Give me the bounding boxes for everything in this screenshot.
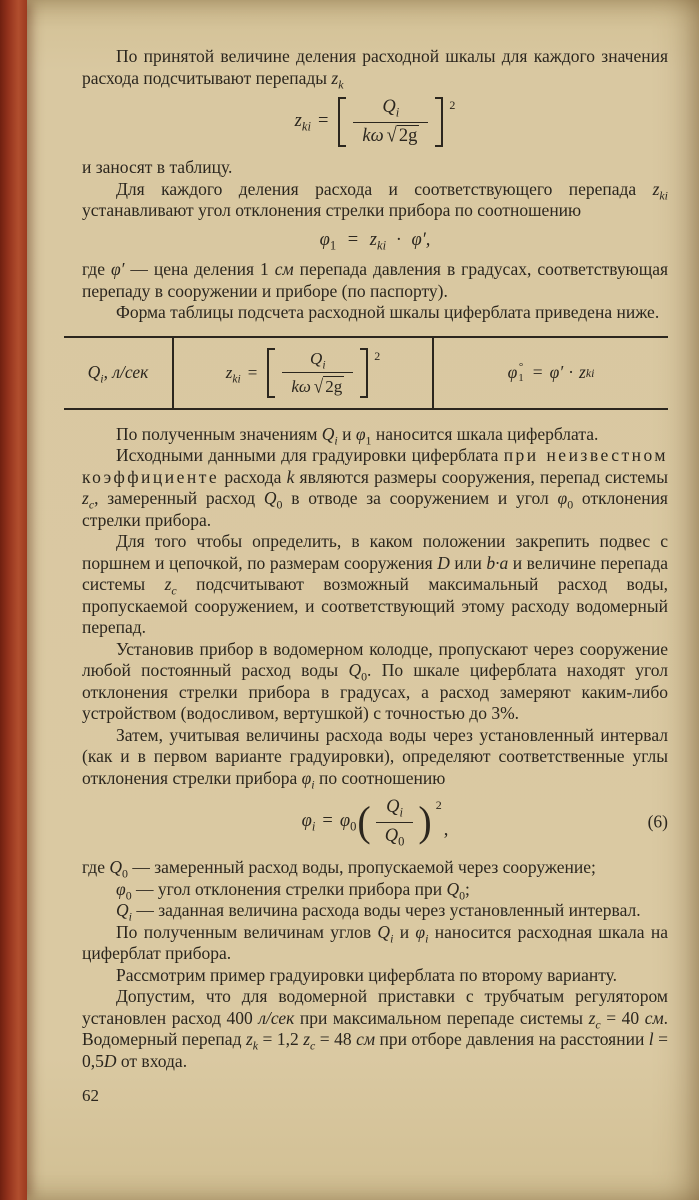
- fraction: [282, 348, 353, 398]
- sub-ki: ki: [377, 238, 387, 253]
- multiplication-dot: ·: [568, 361, 574, 382]
- denominator: $Q_0$: [384, 825, 405, 849]
- formula-6: [82, 797, 668, 847]
- right-square-bracket: [360, 348, 368, 398]
- denominator: kω √ 2g: [291, 375, 343, 398]
- var-z: $z_{ki}$: [225, 362, 241, 386]
- left-square-bracket: [267, 348, 275, 398]
- paragraph-1: По принятой величине деления расходной шкалы для каждого значения расхода подсчитывают перепады $z_k$: [82, 46, 668, 91]
- equals-sign: =: [322, 811, 333, 832]
- paragraph-10: Затем, учитывая величины расхода воды через установленный интервал (как и в первом варианте градуировки), определяют соответственные углы отклонения стрелки прибора $\varphi_i$ по соотношению: [82, 724, 668, 791]
- comma: ,: [443, 819, 449, 840]
- col1-label: $Q_i$, л/сек: [87, 361, 149, 386]
- paragraph-13: Рассмотрим пример градуировки циферблата по второму варианту.: [116, 964, 618, 985]
- exponent: 2: [374, 348, 381, 363]
- var-z: $z_{ki}$: [294, 111, 311, 134]
- exponent: 2: [435, 798, 442, 812]
- equals-sign: =: [347, 229, 359, 250]
- var-phi: φ: [319, 229, 330, 250]
- var-phi-prime: φ′: [549, 361, 564, 382]
- page-content: [82, 46, 668, 1072]
- paragraph-6: По полученным значениям $Q_i$ и $\varphi_1$ наносится шкала циферблата.: [116, 423, 599, 447]
- paragraph-4: где φ′ — цена деления 1 см перепада давления в градусах, соответствующая перепаду в сооружении и приборе (по паспорту).: [82, 259, 669, 301]
- equals-sign: =: [532, 361, 543, 382]
- radicand: 2g: [325, 377, 343, 396]
- equals-sign: =: [317, 111, 329, 132]
- var-phi-prime: φ′,: [411, 229, 431, 250]
- sqrt-sign: √: [386, 124, 397, 147]
- right-paren: ): [418, 797, 432, 846]
- fraction: [353, 97, 428, 147]
- numerator: $Q_i$: [282, 348, 353, 374]
- paragraph-5: Форма таблицы подсчета расходной шкалы циферблата приведена ниже.: [116, 302, 660, 322]
- paragraph-7: Исходными данными для градуировки циферблата при неизвестном коэффициенте расхода k являются размеры сооружения, перепад системы $z_c$, замеренный расход $Q_0$ в отводе за сооружением и угол $\varphi_0$ отклонения стрелки прибора.: [82, 445, 668, 530]
- sub-1: 1: [329, 238, 337, 253]
- equals-sign: =: [247, 362, 258, 382]
- paragraph-12: По полученным величинам углов $Q_i$ и $\varphi_i$ наносится расходная шкала на циферблат прибора.: [82, 921, 668, 963]
- table-col-discharge: [64, 338, 172, 408]
- sqrt-sign: √: [313, 375, 324, 398]
- paragraph-2: и заносят в таблицу.: [82, 157, 233, 177]
- var-z: z: [579, 361, 586, 382]
- numerator: $Q_i$: [353, 97, 428, 123]
- paragraph-8: Для того чтобы определить, в каком положении закрепить подвес с поршнем и цепочкой, по размерам сооружения D или b·a и величине перепада системы $z_c$ подсчитывают возможный максимальный расход воды, пропускаемой сооружением, и соответствующий этому расходу водомерный перепад.: [82, 531, 668, 637]
- phi-sub-sup: ° 1: [518, 360, 524, 384]
- var-phi-i: $\varphi_i$: [301, 811, 316, 834]
- where-list: [82, 857, 668, 922]
- paragraph-9: Установив прибор в водомерном колодце, пропускают через сооружение любой постоянный расход воды $Q_0$. По шкале циферблата находят угол отклонения стрелки прибора в градусах, а расход замеряют каким-либо устройством (водосливом, вертушкой) с точностью до 3%.: [82, 638, 669, 723]
- radicand: 2g: [398, 125, 418, 146]
- table-formula-zki: [226, 348, 380, 398]
- right-square-bracket: [435, 97, 443, 147]
- denominator: kω √ 2g: [362, 124, 418, 147]
- var-z: z: [369, 229, 377, 250]
- exponent: 2: [449, 98, 456, 112]
- where-item-q0: где $Q_0$ — замеренный расход воды, пропускаемой через сооружение;: [82, 857, 596, 881]
- formula-6-block: [82, 797, 668, 847]
- where-item-phi0: $\varphi_0$ — угол отклонения стрелки прибора при $Q_0$;: [116, 878, 470, 902]
- calc-table: [64, 336, 668, 410]
- var-phi-0: $\varphi_0$: [339, 811, 357, 834]
- where-item-qi: $Q_i$ — заданная величина расхода воды через установленный интервал.: [116, 900, 641, 924]
- multiplication-dot: ·: [395, 229, 402, 250]
- numerator: $Q_i$: [376, 797, 414, 823]
- page-number: 62: [82, 1086, 99, 1105]
- book-spine: [0, 0, 27, 1200]
- var-phi: φ: [507, 361, 518, 382]
- left-square-bracket: [338, 97, 346, 147]
- paragraph-3: Для каждого деления расхода и соответствующего перепада $z_{ki}$ устанавливают угол отклонения стрелки прибора по соотношению: [82, 178, 668, 220]
- fraction: [376, 797, 414, 847]
- paragraph-14: Допустим, что для водомерной приставки с трубчатым регулятором установлен расход 400 л/сек при максимальном перепаде системы $z_c = 40$ см. Водомерный перепад $z_k = 1,2$ $z_c = 48$ см при отборе давления на расстоянии l = 0,5D от входа.: [82, 986, 669, 1071]
- left-paren: (: [357, 797, 371, 846]
- formula-zki: [82, 97, 668, 147]
- formula-phi1: [82, 230, 668, 252]
- equation-number: (6): [647, 811, 668, 832]
- table-col-formula: [172, 338, 434, 408]
- table-col-angle: φ ° 1 = φ′ · z ki: [507, 360, 595, 384]
